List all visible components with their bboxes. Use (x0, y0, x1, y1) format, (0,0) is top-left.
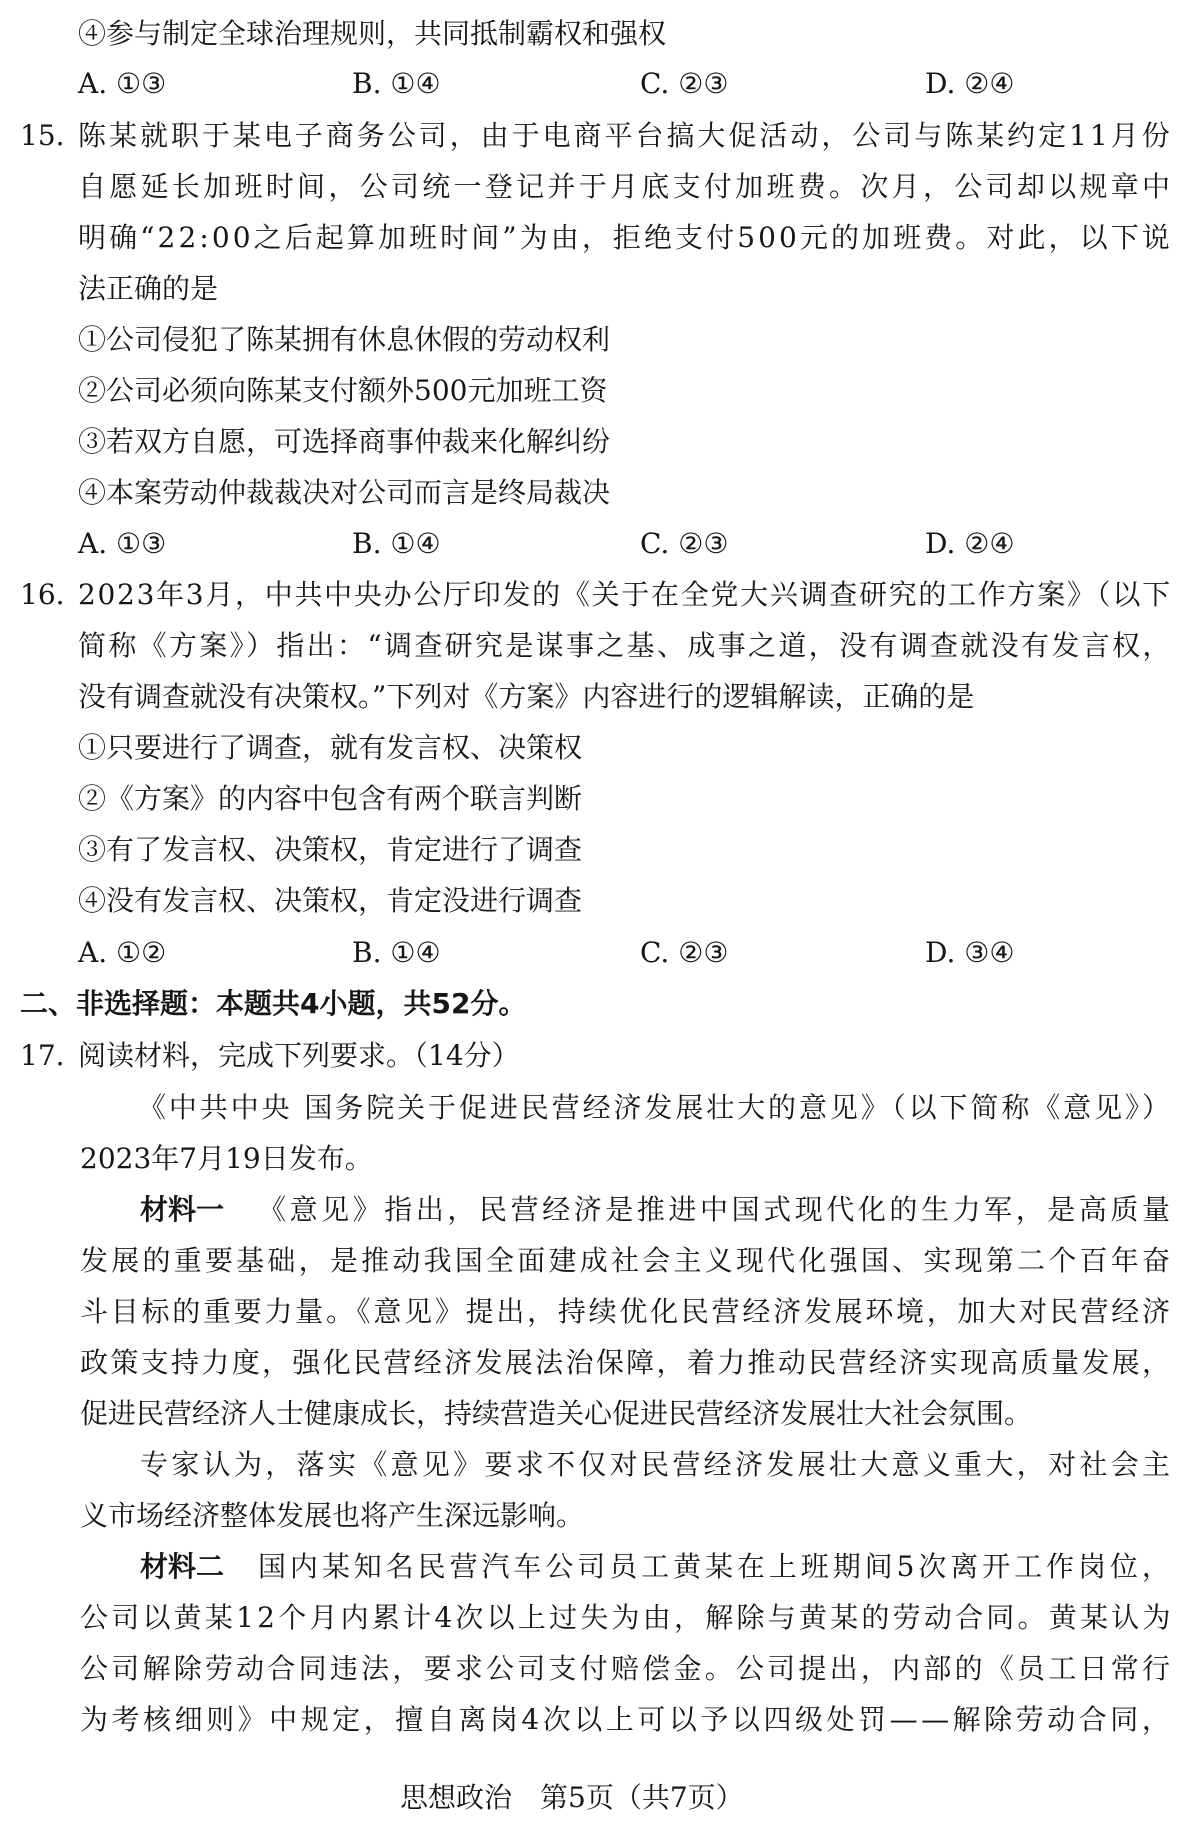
material-2-line-4: 为考核细则》中规定，擅自离岗4次以上可以予以四级处罚——解除劳动合同， (80, 1703, 1174, 1736)
q15-stem-line-1: 陈某就职于某电子商务公司，由于电商平台搞大促活动，公司与陈某约定11月份 (78, 119, 1173, 152)
q16-number: 16. (20, 578, 65, 611)
q15-option-b: B. ①④ (352, 527, 441, 560)
q17-intro-line-1: 《中共中央 国务院关于促进民营经济发展壮大的意见》（以下简称《意见》） (138, 1091, 1173, 1124)
q17-intro-line-2: 2023年7月19日发布。 (80, 1142, 373, 1175)
q16-item-1: ①只要进行了调查，就有发言权、决策权 (78, 731, 583, 764)
q16-option-c: C. ②③ (640, 936, 729, 969)
q16-stem-line-2: 简称《方案》）指出：“调查研究是谋事之基、成事之道，没有调查就没有发言权， (78, 629, 1173, 662)
q16-item-2: ②《方案》的内容中包含有两个联言判断 (78, 782, 583, 815)
q15-option-d: D. ②④ (925, 527, 1015, 560)
page-footer: 思想政治 第5页（共7页） (400, 1781, 744, 1814)
q17-number: 17. (20, 1039, 65, 1072)
q15-item-4: ④本案劳动仲裁裁决对公司而言是终局裁决 (78, 476, 611, 509)
expert-line-1: 专家认为，落实《意见》要求不仅对民营经济发展壮大意义重大，对社会主 (140, 1448, 1174, 1481)
q16-item-3: ③有了发言权、决策权，肯定进行了调查 (78, 833, 583, 866)
material-2-line-2: 公司以黄某12个月内累计4次以上过失为由，解除与黄某的劳动合同。黄某认为 (80, 1601, 1174, 1634)
material-1-line-4: 政策支持力度，强化民营经济发展法治保障，着力推动民营经济实现高质量发展， (80, 1346, 1173, 1379)
q14-option-c: C. ②③ (640, 67, 729, 100)
q16-item-4: ④没有发言权、决策权，肯定没进行调查 (78, 884, 583, 917)
q16-stem-line-3: 没有调查就没有决策权。”下列对《方案》内容进行的逻辑解读，正确的是 (78, 680, 975, 713)
material-1-line-2: 发展的重要基础，是推动我国全面建成社会主义现代化强国、实现第二个百年奋 (80, 1244, 1174, 1277)
q16-option-a: A. ①② (78, 936, 167, 969)
q14-option-b: B. ①④ (352, 67, 441, 100)
material-1-line-1: 《意见》指出，民营经济是推进中国式现代化的生力军，是高质量 (258, 1193, 1174, 1226)
material-2-line-3: 公司解除劳动合同违法，要求公司支付赔偿金。公司提出，内部的《员工日常行 (80, 1652, 1174, 1685)
q14-item-4: ④参与制定全球治理规则，共同抵制霸权和强权 (78, 17, 667, 50)
q15-option-a: A. ①③ (78, 527, 167, 560)
q14-option-a: A. ①③ (78, 67, 167, 100)
q15-number: 15. (20, 119, 65, 152)
q17-stem: 阅读材料，完成下列要求。（14分） (78, 1039, 520, 1072)
q16-option-d: D. ③④ (925, 936, 1015, 969)
q14-option-d: D. ②④ (925, 67, 1015, 100)
q15-stem-line-4: 法正确的是 (78, 272, 219, 305)
material-1-label: 材料一 (140, 1193, 225, 1226)
q15-option-c: C. ②③ (640, 527, 729, 560)
material-2-line-1: 国内某知名民营汽车公司员工黄某在上班期间5次离开工作岗位， (258, 1550, 1174, 1583)
q15-item-2: ②公司必须向陈某支付额外500元加班工资 (78, 374, 608, 407)
q15-stem-line-2: 自愿延长加班时间，公司统一登记并于月底支付加班费。次月，公司却以规章中 (78, 170, 1174, 203)
material-1-line-5: 促进民营经济人士健康成长，持续营造关心促进民营经济发展壮大社会氛围。 (80, 1397, 1033, 1430)
material-2-label: 材料二 (140, 1550, 225, 1583)
q16-stem-line-1: 2023年3月，中共中央办公厅印发的《关于在全党大兴调查研究的工作方案》（以下 (78, 578, 1172, 611)
q15-item-3: ③若双方自愿，可选择商事仲裁来化解纠纷 (78, 425, 611, 458)
q16-option-b: B. ①④ (352, 936, 441, 969)
q15-item-1: ①公司侵犯了陈某拥有休息休假的劳动权利 (78, 323, 611, 356)
section-2-heading: 二、非选择题：本题共4小题，共52分。 (20, 987, 527, 1020)
expert-line-2: 义市场经济整体发展也将产生深远影响。 (80, 1499, 585, 1532)
q15-stem-line-3: 明确“22:00之后起算加班时间”为由，拒绝支付500元的加班费。对此，以下说 (78, 221, 1173, 254)
material-1-line-3: 斗目标的重要力量。《意见》提出，持续优化民营经济发展环境，加大对民营经济 (80, 1295, 1173, 1328)
